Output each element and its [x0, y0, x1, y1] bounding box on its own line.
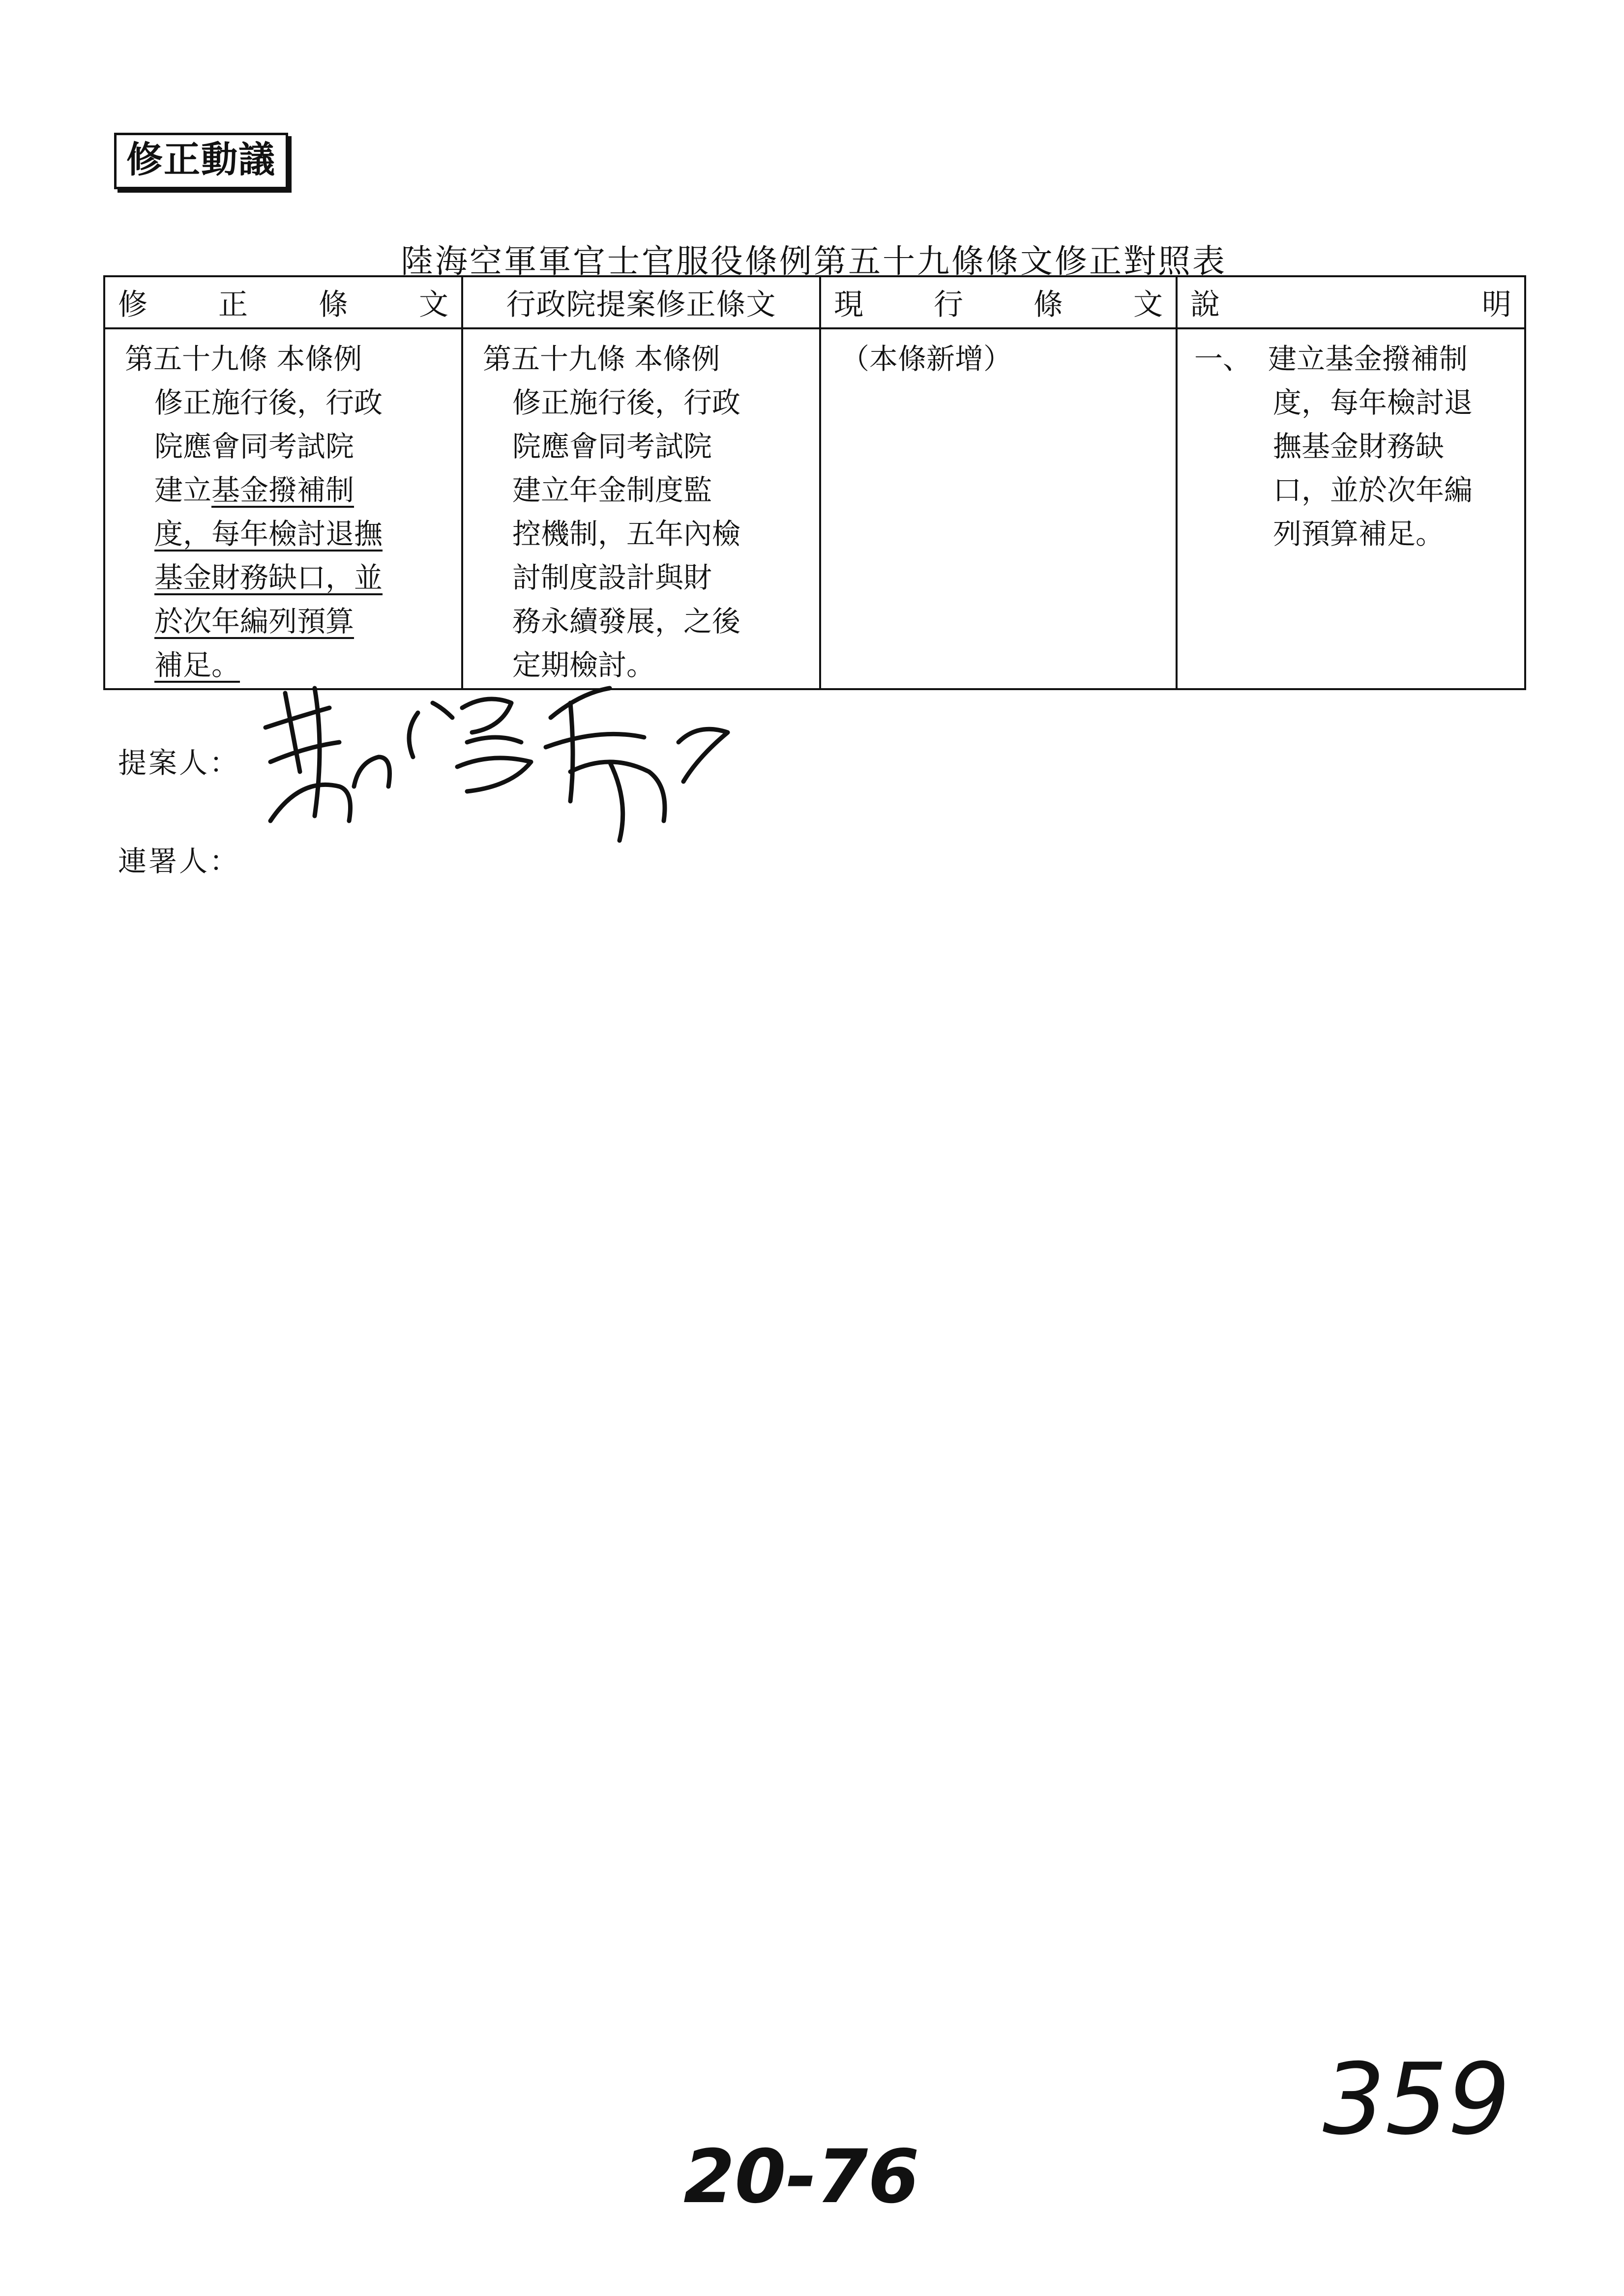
text-line: 院應會同考試院	[512, 430, 712, 463]
document-title: 陸海空軍軍官士官服役條例第五十九條條文修正對照表	[401, 242, 1227, 280]
text-line: （本條新增）	[841, 342, 1012, 376]
proposer-label: 提案人：	[118, 746, 240, 780]
handwritten-page-number	[1318, 2030, 1510, 2187]
header-char: 現	[834, 288, 863, 322]
underlined-text: 基金財務缺口，並	[154, 561, 383, 594]
cosigner-label: 連署人：	[118, 844, 240, 878]
header-amended-text	[104, 276, 462, 328]
text-segment: 建立基金撥補制	[1268, 342, 1468, 376]
underlined-text: 補足。	[154, 648, 240, 682]
text-line	[125, 556, 446, 600]
item-number: 一、	[1194, 342, 1252, 376]
text-line: 第五十九條 本條例	[483, 342, 720, 376]
text-line: 第五十九條 本條例	[125, 342, 362, 376]
cell-explanation	[1177, 328, 1525, 689]
header-char: 修	[118, 288, 148, 322]
stamp-number-text: 20-76	[683, 2134, 919, 2220]
text-line	[125, 600, 446, 643]
table-row	[104, 328, 1525, 689]
cell-executive-text	[462, 328, 820, 689]
header-explanation	[1177, 276, 1525, 328]
header-char: 說	[1190, 288, 1220, 322]
text-line: 控機制，五年內檢	[512, 517, 741, 551]
handwritten-stamp-number	[679, 2128, 934, 2227]
table-header-row	[104, 276, 1525, 328]
text-line: 修正施行後，行政	[154, 386, 383, 419]
text-line	[125, 468, 446, 512]
comparison-table	[103, 275, 1526, 690]
header-text: 行政院提案修正條文	[506, 288, 776, 322]
text-line	[125, 512, 446, 556]
cell-amended-text	[104, 328, 462, 689]
handwritten-signature	[256, 673, 777, 850]
header-char: 文	[419, 288, 448, 322]
header-char: 條	[1033, 288, 1063, 322]
header-executive-text	[462, 276, 820, 328]
text-line: 修正施行後，行政	[512, 386, 741, 419]
underlined-text: 度，每年檢討退撫	[154, 517, 383, 551]
text-line: 口，並於次年編	[1273, 473, 1473, 507]
text-line: 列預算補足。	[1273, 517, 1445, 551]
header-char: 正	[218, 288, 248, 322]
text-line: 務永續發展，之後	[512, 605, 741, 638]
underlined-text: 於次年編列預算	[154, 605, 354, 638]
text-line: 撫基金財務缺	[1273, 430, 1445, 463]
page-number-text: 359	[1323, 2042, 1510, 2157]
text-line: 討制度設計與財	[512, 561, 712, 594]
text-line: 度，每年檢討退	[1273, 386, 1473, 419]
motion-badge: 修正動議	[114, 133, 288, 189]
text-line: 定期檢討。	[512, 648, 655, 682]
text-segment: 建立	[154, 473, 212, 507]
text-line	[1194, 337, 1512, 381]
text-line: 建立年金制度監	[512, 473, 712, 507]
header-char: 明	[1482, 288, 1511, 322]
underlined-text: 基金撥補制	[211, 473, 354, 507]
header-char: 行	[934, 288, 963, 322]
header-char: 文	[1133, 288, 1163, 322]
text-line: 院應會同考試院	[154, 430, 354, 463]
header-char: 條	[319, 288, 348, 322]
header-current-text	[820, 276, 1177, 328]
cell-current-text	[820, 328, 1177, 689]
